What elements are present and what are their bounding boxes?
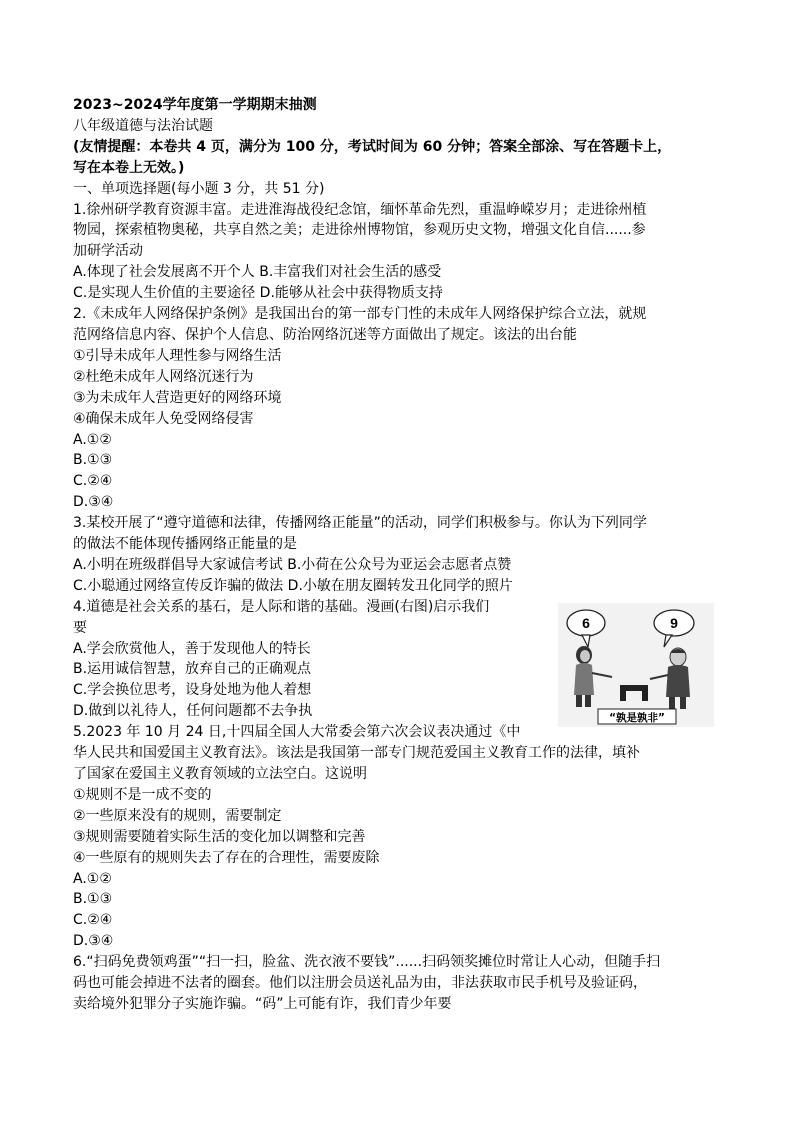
q1-stem-line: 物园，探索植物奥秘，共享自然之美；走进徐州博物馆，参观历史文物，增强文化自信......参 [73, 222, 646, 239]
q5-option-c: C.②④ [73, 912, 113, 929]
q4-option-b: B.运用诚信智慧，放弃自己的正确观点 [73, 661, 312, 678]
q4-stem-line: 要 [73, 619, 87, 636]
q4-cartoon-image [558, 603, 714, 727]
q5-statement: ③规则需要随着实际生活的变化加以调整和完善 [73, 828, 366, 845]
q1-option-line: C.是实现人生价值的主要途径 D.能够从社会中获得物质支持 [73, 285, 443, 302]
right-bubble-number: 9 [670, 615, 678, 631]
cartoon-caption-box [598, 709, 676, 724]
q2-option-b: B.①③ [73, 452, 113, 469]
cartoon-caption: “孰是孰非” [609, 712, 665, 724]
q5-option-a: A.①② [73, 870, 112, 887]
q2-statement: ①引导未成年人理性参与网络生活 [73, 347, 282, 364]
q3-option-line: A.小明在班级群倡导大家诚信考试 B.小荷在公众号为亚运会志愿者点赞 [73, 556, 512, 573]
q5-stem-line: 了国家在爱国主义教育领域的立法空白。这说明 [73, 766, 367, 782]
q2-option-d: D.③④ [73, 494, 114, 511]
q6-stem-line: 6.“扫码免费领鸡蛋”“扫一扫，脸盆、洗衣液不要钱”......扫码领奖摊位时常让人心动，但随手扫 [73, 954, 661, 971]
left-bubble-number: 6 [582, 615, 590, 631]
q4-stem-line: 4.道德是社会关系的基石，是人际和谐的基础。漫画(右图)启示我们 [73, 598, 490, 615]
q5-statement: ②一些原来没有的规则，需要制定 [73, 807, 282, 824]
exam-page [73, 95, 721, 1015]
section-heading: 一、单项选择题(每小题 3 分，共 51 分) [73, 180, 325, 197]
q2-option-a: A.①② [73, 431, 112, 448]
q1-stem-line: 1.徐州研学教育资源丰富。走进淮海战役纪念馆，缅怀革命先烈，重温峥嵘岁月；走进徐州植 [73, 201, 647, 218]
q5-statement: ①规则不是一成不变的 [73, 786, 212, 803]
q1-option-line: A.体现了社会发展离不开个人 B.丰富我们对社会生活的感受 [73, 264, 442, 281]
exam-title: 2023~2024学年度第一学期期末抽测 [73, 97, 317, 113]
q5-statement: ④一些原有的规则失去了存在的合理性，需要废除 [73, 849, 380, 866]
q2-statement: ②杜绝未成年人网络沉迷行为 [73, 368, 254, 385]
q5-stem-line: 5.2023 年 10 月 24 日,十四届全国人大常委会第六次会议表决通过《中 [73, 724, 521, 741]
q2-option-c: C.②④ [73, 473, 113, 490]
cartoon-illustration [558, 603, 714, 727]
q6-stem-line: 卖给境外犯罪分子实施诈骗。“码”上可能有诈，我们青少年要 [73, 995, 452, 1012]
exam-notice-line: 写在本卷上无效。) [73, 159, 185, 176]
q3-stem-line: 的做法不能体现传播网络正能量的是 [73, 536, 297, 553]
exam-notice-line: (友情提醒：本卷共 4 页，满分为 100 分，考试时间为 60 分钟；答案全部涂、写在答题卡上， [73, 138, 672, 155]
q4-option-a: A.学会欣赏他人，善于发现他人的特长 [73, 640, 311, 657]
q3-option-line: C.小聪通过网络宣传反诈骗的做法 D.小敏在朋友圈转发丑化同学的照片 [73, 577, 513, 594]
q4-option-d: D.做到以礼待人，任何问题都不去争执 [73, 703, 313, 720]
q2-statement: ④确保未成年人免受网络侵害 [73, 410, 254, 427]
exam-subtitle: 八年级道德与法治试题 [73, 117, 213, 134]
q5-option-d: D.③④ [73, 933, 114, 950]
q5-stem-line: 华人民共和国爱国主义教育法》。该法是我国第一部专门规范爱国主义教育工作的法律，填补 [73, 745, 640, 762]
q6-stem-line: 码也可能会掉进不法者的圈套。他们以注册会员送礼品为由，非法获取市民手机号及验证码， [73, 975, 647, 992]
q2-statement: ③为未成年人营造更好的网络环境 [73, 389, 282, 406]
q4-option-c: C.学会换位思考，设身处地为他人着想 [73, 682, 312, 699]
q5-option-b: B.①③ [73, 891, 113, 908]
q2-stem-line: 范网络信息内容、保护个人信息、防治网络沉迷等方面做出了规定。该法的出台能 [73, 326, 577, 343]
q2-stem-line: 2.《未成年人网络保护条例》是我国出台的第一部专门性的未成年人网络保护综合立法，就规 [73, 306, 647, 323]
q1-stem-line: 加研学活动 [73, 243, 143, 260]
q3-stem-line: 3.某校开展了“遵守道德和法律，传播网络正能量”的活动，同学们积极参与。你认为下列同学 [73, 515, 647, 532]
